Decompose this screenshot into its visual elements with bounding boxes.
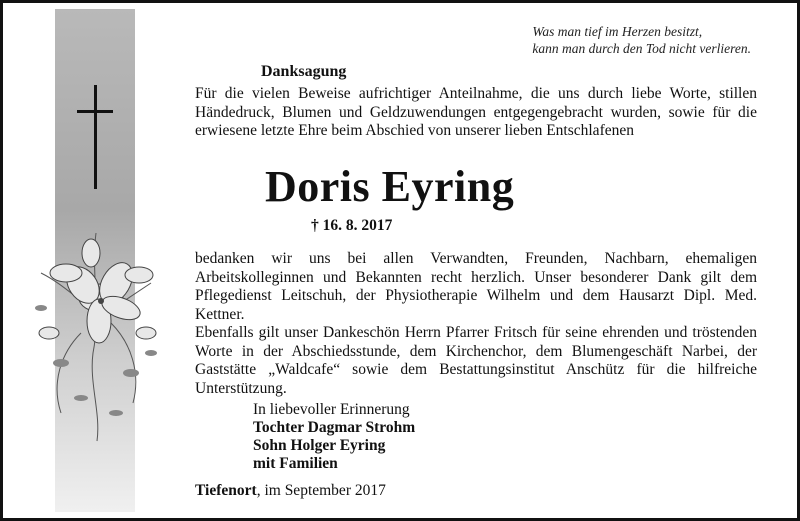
thanks-extra-paragraph: Ebenfalls gilt unser Dankeschön Herrn Pfarrer Fritsch für seine ehrenden und tröstenden Worte in der Abschiedsstunde, dem Kirchenchor, dem Blumengeschäft Narbei, der Gaststätte „Waldcafe“ sowie dem Bestattungsinstitut Anschütz für die hilfreiche Unterstützung.: [195, 324, 757, 397]
intro-paragraph: Für die vielen Beweise aufrichtiger Anteilnahme, die uns durch liebe Worte, stillen Händedruck, Blumen und Geldzuwendungen entgegengebracht wurden, sowie für die erwiesene letzte Ehre beim Abschied von unserer lieben Entschlafenen: [195, 85, 757, 139]
notice-date: , im September 2017: [256, 482, 386, 499]
town-name: Tiefenort: [195, 482, 257, 499]
death-date: † 16. 8. 2017: [311, 217, 393, 234]
memorial-quote: [532, 23, 751, 57]
notice-heading: Danksagung: [261, 63, 347, 80]
closing-line: In liebevoller Erinnerung: [253, 401, 410, 418]
quote-line-2: kann man durch den Tod nicht verlieren.: [532, 41, 751, 56]
signer-1: Tochter Dagmar Strohm: [253, 419, 416, 436]
quote-line-1: Was man tief im Herzen besitzt,: [532, 24, 703, 39]
place-and-date: [195, 482, 386, 500]
signer-2: Sohn Holger Eyring: [253, 437, 386, 454]
signer-3: mit Familien: [253, 455, 338, 472]
signature-block: [253, 401, 415, 473]
deceased-name: Doris Eyring: [265, 162, 515, 211]
thanks-paragraph: bedanken wir uns bei allen Verwandten, Freunden, Nachbarn, ehemaligen Arbeitskolleginnen und Bekannten recht herzlich. Unser besonderer Dank gilt dem Pflegedienst Leitschuh, der Physiotherapie Wilhelm und dem Hausarzt Dipl. Med. Kettner.: [195, 250, 757, 323]
cross-icon: [75, 85, 115, 189]
lily-flowers-image: [21, 213, 171, 443]
